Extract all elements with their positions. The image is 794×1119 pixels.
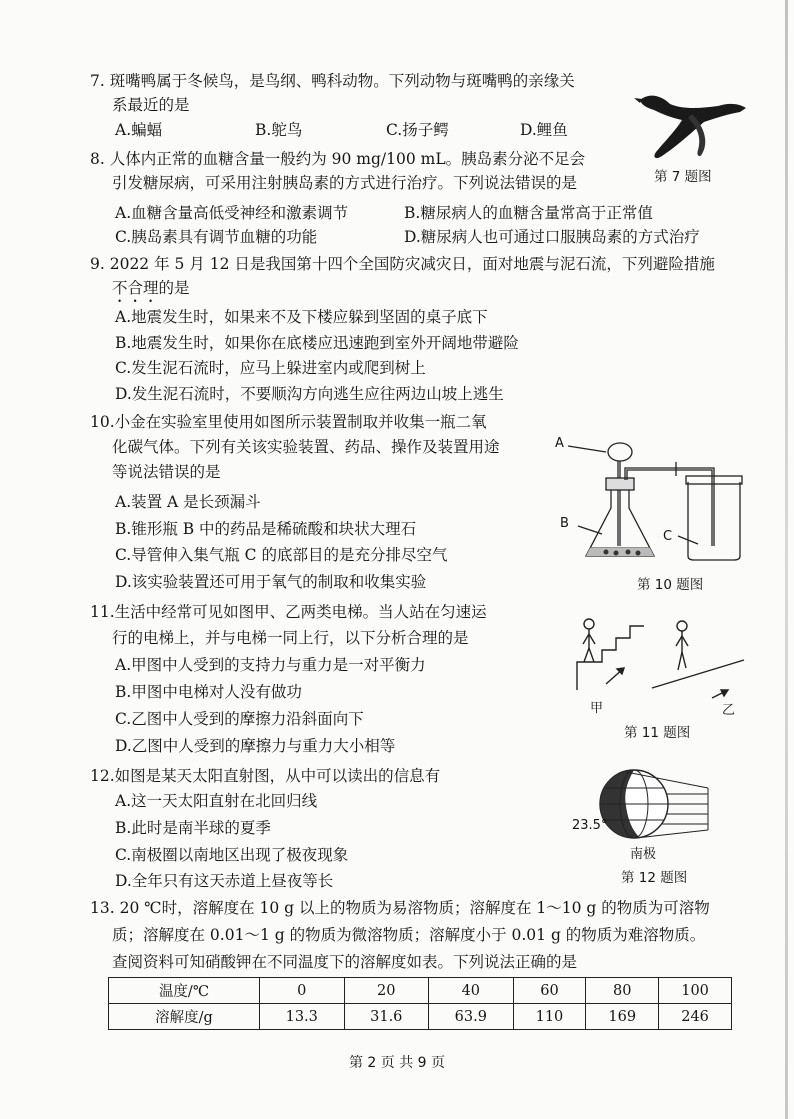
q12-option-d[interactable]: D.全年只有这天赤道上昼夜等长 xyxy=(115,872,334,890)
q9-stem-line2 xyxy=(112,278,190,306)
q9-option-c[interactable]: C.发生泥石流时，应马上躲进室内或爬到树上 xyxy=(115,359,426,377)
q11-option-b[interactable]: B.甲图中电梯对人没有做功 xyxy=(115,683,302,701)
table-row xyxy=(109,978,732,1004)
q10-option-c[interactable]: C.导管伸入集气瓶 C 的底部目的是充分排尽空气 xyxy=(115,546,448,564)
escalator-figure xyxy=(572,614,752,704)
q12-option-c[interactable]: C.南极圈以南地区出现了极夜现象 xyxy=(115,846,349,864)
solubility-table xyxy=(108,977,732,1030)
page-footer: 第 2 页 共 9 页 xyxy=(348,1055,446,1071)
table-cell: 60 xyxy=(513,978,586,1004)
table-cell: 80 xyxy=(586,978,659,1004)
q11-label-jia: 甲 xyxy=(590,701,604,716)
table-cell: 20 xyxy=(344,978,429,1004)
q10-option-b[interactable]: B.锥形瓶 B 中的药品是稀硫酸和块状大理石 xyxy=(115,520,417,538)
q8-stem-line1: 8. 人体内正常的血糖含量一般约为 90 mg/100 mL。胰岛素分泌不足会 xyxy=(90,150,586,168)
table-cell: 246 xyxy=(659,1004,732,1030)
q12-option-b[interactable]: B.此时是南半球的夏季 xyxy=(115,819,271,837)
q13-stem-line1: 13. 20 ℃时，溶解度在 10 g 以上的物质为易溶物质；溶解度在 1～10 g 的物质为可溶物 xyxy=(90,899,710,917)
table-cell: 100 xyxy=(659,978,732,1004)
q7-option-d[interactable]: D.鲤鱼 xyxy=(520,121,568,139)
q7-option-a[interactable]: A.蝙蝠 xyxy=(115,121,163,139)
q9-stem-rest: 的是 xyxy=(158,279,190,297)
table-cell: 110 xyxy=(513,1004,586,1030)
q11-figure-caption: 第 11 题图 xyxy=(624,725,691,741)
q7-stem-line1: 7. 斑嘴鸭属于冬候鸟，是鸟纲、鸭科动物。下列动物与斑嘴鸭的亲缘关 xyxy=(90,72,575,90)
table-header-solubility: 溶解度/g xyxy=(109,1004,260,1030)
q10-stem-line3: 等说法错误的是 xyxy=(112,463,221,481)
table-cell: 40 xyxy=(429,978,514,1004)
q10-option-a[interactable]: A.装置 A 是长颈漏斗 xyxy=(115,493,261,511)
q7-stem-line2: 系最近的是 xyxy=(112,96,190,114)
q13-stem-line2: 质；溶解度在 0.01～1 g 的物质为微溶物质；溶解度小于 0.01 g 的物质为难溶物质。 xyxy=(112,926,706,944)
q9-emphasis: 不合理 xyxy=(112,279,159,297)
co2-apparatus-figure xyxy=(548,428,748,568)
table-cell: 31.6 xyxy=(344,1004,429,1030)
q11-stem-line2: 行的电梯上，并与电梯一同上行，以下分析合理的是 xyxy=(112,629,469,647)
q10-stem-line2: 化碳气体。下列有关该实验装置、药品、操作及装置用途 xyxy=(112,438,500,456)
table-header-temperature: 温度/℃ xyxy=(109,978,260,1004)
q9-option-a[interactable]: A.地震发生时，如果来不及下楼应躲到坚固的桌子底下 xyxy=(115,308,488,326)
q12-stem-line1: 12.如图是某天太阳直射图，从中可以读出的信息有 xyxy=(90,767,441,785)
q9-option-b[interactable]: B.地震发生时，如果你在底楼应迅速跑到室外开阔地带避险 xyxy=(115,334,519,352)
q10-label-c: C xyxy=(663,529,673,544)
q8-option-d[interactable]: D.糖尿病人也可通过口服胰岛素的方式治疗 xyxy=(404,228,700,246)
q10-label-a: A xyxy=(555,436,564,451)
q11-label-yi: 乙 xyxy=(722,703,736,718)
q8-option-b[interactable]: B.糖尿病人的血糖含量常高于正常值 xyxy=(404,204,653,222)
q10-option-d[interactable]: D.该实验装置还可用于氧气的制取和收集实验 xyxy=(115,573,427,591)
q7-option-c[interactable]: C.扬子鳄 xyxy=(386,121,449,139)
q12-figure-caption: 第 12 题图 xyxy=(621,870,688,886)
q12-label-south-pole: 南极 xyxy=(630,847,657,862)
table-cell: 0 xyxy=(260,978,345,1004)
q11-option-c[interactable]: C.乙图中人受到的摩擦力沿斜面向下 xyxy=(115,710,364,728)
scan-edge xyxy=(785,0,788,1119)
q10-stem-line1: 10.小金在实验室里使用如图所示装置制取并收集一瓶二氧 xyxy=(90,413,487,431)
q8-stem-line2: 引发糖尿病，可采用注射胰岛素的方式进行治疗。下列说法错误的是 xyxy=(112,174,578,192)
table-row xyxy=(109,1004,732,1030)
q11-option-d[interactable]: D.乙图中人受到的摩擦力与重力大小相等 xyxy=(115,737,396,755)
q10-figure-caption: 第 10 题图 xyxy=(637,577,704,593)
q9-option-d[interactable]: D.发生泥石流时，不要顺沟方向逃生应往两边山坡上逃生 xyxy=(115,385,504,403)
table-cell: 13.3 xyxy=(260,1004,345,1030)
q8-option-c[interactable]: C.胰岛素具有调节血糖的功能 xyxy=(115,228,318,246)
q12-option-a[interactable]: A.这一天太阳直射在北回归线 xyxy=(115,792,318,810)
q11-option-a[interactable]: A.甲图中人受到的支持力与重力是一对平衡力 xyxy=(115,656,426,674)
q9-stem-line1: 9. 2022 年 5 月 12 日是我国第十四个全国防灾减灾日，面对地震与泥石流，下列避险措施 xyxy=(90,255,715,273)
table-cell: 169 xyxy=(586,1004,659,1030)
table-cell: 63.9 xyxy=(429,1004,514,1030)
sun-direct-ray-figure xyxy=(596,764,712,848)
q13-stem-line3: 查阅资料可知硝酸钾在不同温度下的溶解度如表。下列说法正确的是 xyxy=(112,953,578,971)
q11-stem-line1: 11.生活中经常可见如图甲、乙两类电梯。当人站在匀速运 xyxy=(90,603,487,621)
q8-option-a[interactable]: A.血糖含量高低受神经和激素调节 xyxy=(115,204,349,222)
q12-label-angle: 23.5° xyxy=(572,818,608,833)
q7-figure-caption: 第 7 题图 xyxy=(654,169,712,185)
duck-figure xyxy=(632,84,750,164)
q10-label-b: B xyxy=(560,516,569,531)
q7-option-b[interactable]: B.鸵鸟 xyxy=(255,121,303,139)
